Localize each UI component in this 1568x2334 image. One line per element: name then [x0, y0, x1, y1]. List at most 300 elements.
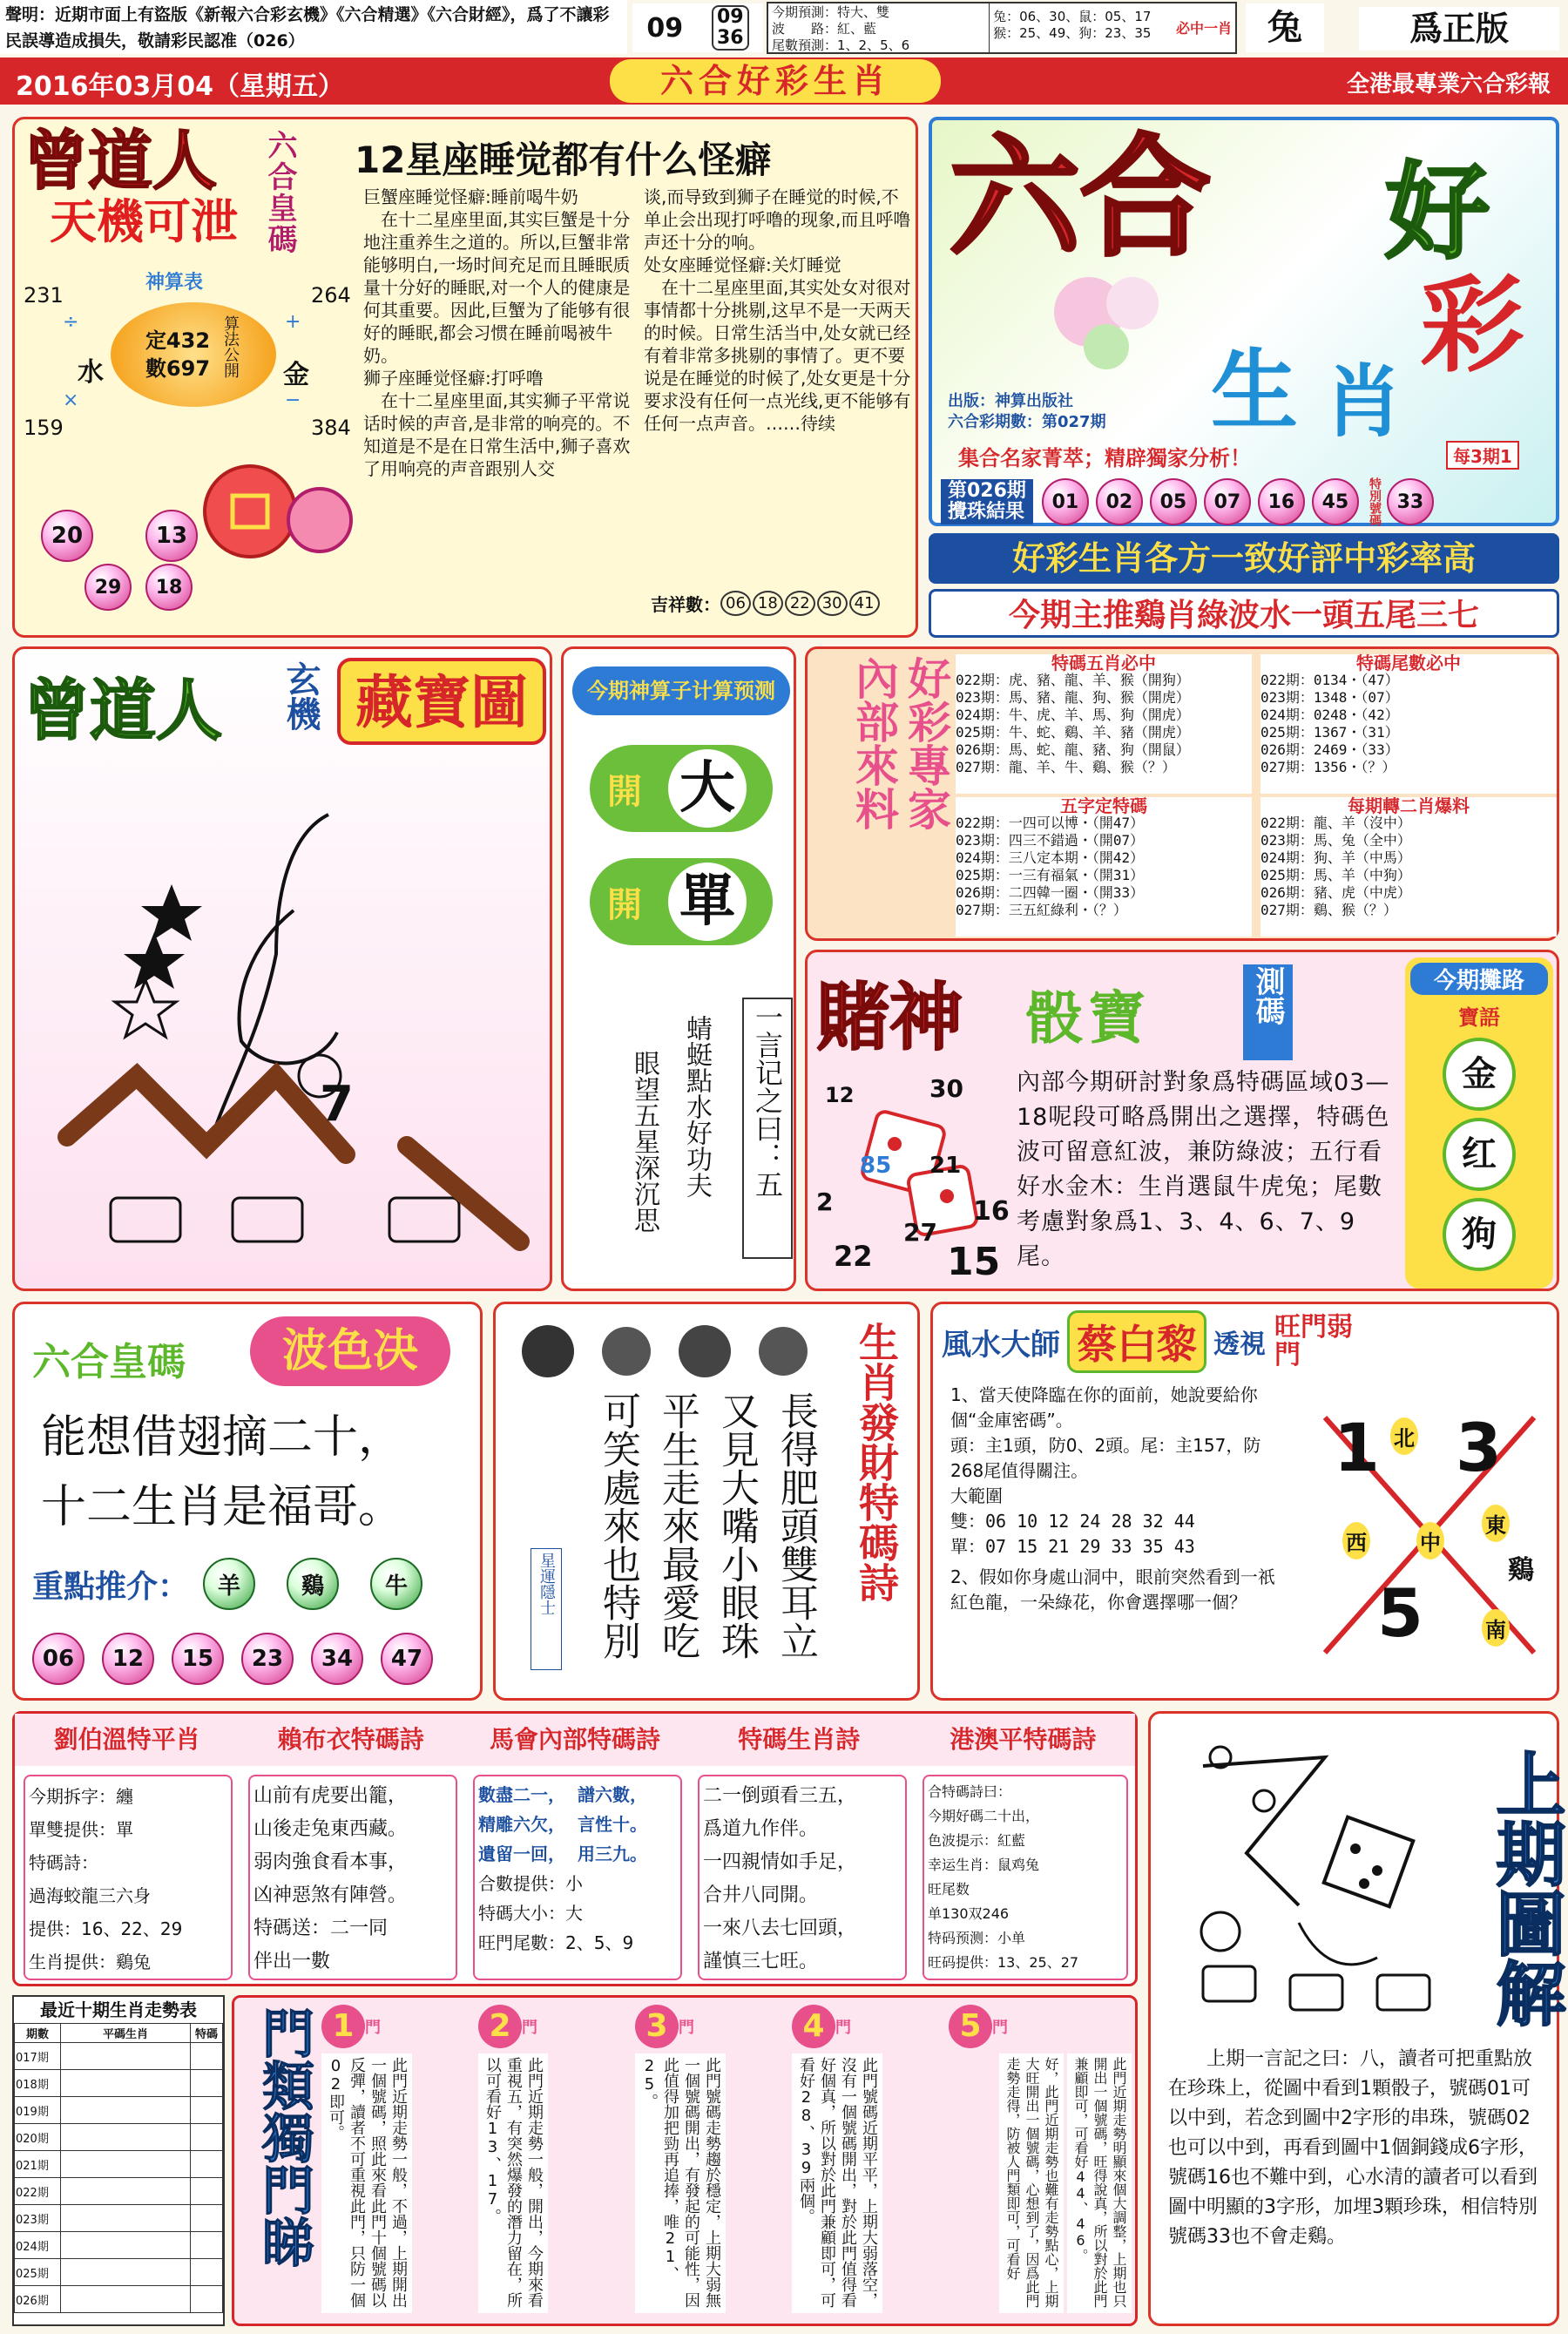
- door-number: 4: [792, 2005, 835, 2048]
- section-line: 數盡二一，: [478, 1784, 565, 1805]
- article-balls: [41, 510, 215, 632]
- lastpic-title: 上期圖解: [1484, 1749, 1565, 2027]
- table-row: [15, 2124, 223, 2151]
- trend-col: 平碼生肖: [61, 2024, 191, 2043]
- treasure-logo: 曾道人: [24, 672, 222, 749]
- dice-num: 21: [929, 1153, 962, 1179]
- insider-table-4: [1260, 797, 1557, 937]
- fengshui-panel: [930, 1302, 1559, 1701]
- lastpic-text: 上期一言記之曰：八，讀者可把重點放在珍珠上，從圖中看到1顆骰子，號碼01可以中到，若念到圖中2字形的串珠，號碼02也可以中到，再看到圖中1個銅錢成6字形，號碼16也不難中到，心水清的讀者可以看到圖中明顯的3字形，加埋3顆珍珠，相信特別號碼33也不會走鷄。: [1168, 2048, 1538, 2248]
- lucky-num: 18: [753, 591, 783, 616]
- section-line: 凶神惡煞有陣營。: [253, 1884, 408, 1906]
- wave-ball: 06: [32, 1633, 84, 1685]
- ball: 29: [84, 564, 132, 611]
- issue-date: 2016年03月04（星期五）: [16, 71, 344, 102]
- door-number: 1: [321, 2005, 365, 2048]
- compass-dir: 南: [1482, 1609, 1510, 1647]
- section-line: 山後走兔東西藏。: [253, 1818, 408, 1840]
- section-line: 特碼送：二一同: [253, 1918, 389, 1939]
- article-col-2: 谈,而导致到狮子在睡觉的时候,不单止会出现打呼噜的现象,而且呼噜声还十分的响。 处女座睡觉怪癖:关灯睡觉 在十二星座里面,其实处女对很对事情都十分挑剔,这早不是一天两天的时候。日常生活当中,处女就已经有着非常多挑剔的事情了。更不要说是在睡觉的时候了,处女更是十分要求没有任何一点光线,更不能够有任何一点声音。……待续: [644, 186, 911, 434]
- table-row: [15, 2097, 223, 2124]
- trend-period: 025期: [15, 2259, 61, 2286]
- trend-panel: [12, 1995, 225, 2326]
- section-line: 生肖提供：鷄兔: [29, 1952, 151, 1972]
- lastpic-drawing: [1168, 1731, 1456, 2019]
- compass-dir: 東: [1482, 1505, 1510, 1542]
- focus-label: 重點推介：: [32, 1568, 190, 1605]
- focus-animal: 鷄: [287, 1558, 339, 1610]
- door-label: 門: [522, 2019, 537, 2037]
- compass-animal: 鷄: [1508, 1555, 1534, 1586]
- trend-period: 020期: [15, 2124, 61, 2151]
- section-info: 特碼大小：大: [478, 1903, 583, 1924]
- section-line: 言性十。: [578, 1814, 647, 1835]
- section-line: 特码预测：小单: [928, 1930, 1026, 1946]
- special-ball: 33: [1387, 478, 1434, 525]
- poem-side-title: 生肖發財特碼詩: [853, 1322, 900, 1602]
- section-line: 特碼詩：: [29, 1852, 98, 1873]
- section-line: 過海蛟龍三六身: [29, 1885, 151, 1906]
- wave-ball: 15: [172, 1633, 224, 1685]
- treasure-title: 藏寶圖: [337, 658, 546, 745]
- section-title: 馬會內部特碼詩: [490, 1725, 661, 1754]
- dice-title-1: 賭神: [816, 975, 963, 1060]
- treasure-number: 7: [320, 1076, 354, 1133]
- zodiac-animals-icon: [513, 1316, 827, 1386]
- shensuan-title: 神算表: [145, 272, 204, 294]
- result-label: 攪珠結果: [948, 501, 1025, 523]
- slogan: 全港最專業六合彩報: [1346, 71, 1551, 98]
- table-row: [15, 2205, 223, 2232]
- section-line: 謹慎三七旺。: [703, 1951, 819, 1972]
- issue-label: 六合彩期數：第: [948, 413, 1058, 431]
- section-line: 二一倒頭看三五，: [703, 1785, 857, 1807]
- door-1: [321, 2005, 452, 2318]
- calc-label: 開: [607, 771, 642, 812]
- doors-panel: [232, 1995, 1138, 2326]
- door-text: 此門近期走勢一般，不過，上期開出一個號碼，照此來看此門十個號碼以反彈，讀者不可重視此門，只防一個02即可。: [321, 2053, 412, 2313]
- section-line: 山前有虎要出籠，: [253, 1785, 408, 1807]
- issue-b: 36: [716, 27, 744, 49]
- title-char: 六: [950, 123, 1081, 274]
- door-label: 門: [679, 2019, 694, 2037]
- poem-col: 又見大嘴小眼珠: [714, 1391, 759, 1660]
- insider-row: 024期：牛、虎、羊、馬、狗（開虎）: [956, 707, 1190, 723]
- praise-bar: 好彩生肖各方一致好評中彩率高: [929, 533, 1559, 584]
- insider-row: 022期：龍、羊（沒中）: [1260, 815, 1411, 831]
- dice-art: [816, 1066, 1008, 1283]
- trend-period: 017期: [15, 2043, 61, 2070]
- compass-art: [1308, 1391, 1551, 1688]
- door-number: 2: [478, 2005, 522, 2048]
- insider-row: 026期：2469・（33）: [1260, 741, 1399, 758]
- insider-row: 026期：馬、蛇、龍、豬、狗（開鼠）: [956, 741, 1190, 758]
- section-line: 用三九。: [578, 1844, 647, 1864]
- issue-suffix: 期: [1090, 413, 1106, 431]
- section-line: 旺码提供：13、25、27: [928, 1954, 1079, 1971]
- dice-num: 30: [929, 1074, 963, 1103]
- insider-row: 025期：牛、蛇、鷄、羊、豬（開虎）: [956, 724, 1190, 741]
- dice-num: 16: [973, 1196, 1010, 1227]
- issue-num: 027: [1058, 413, 1091, 431]
- zodiac-icons: [513, 1316, 827, 1386]
- lucky-numbers: [651, 581, 921, 625]
- table-row: [15, 2043, 223, 2070]
- calc-panel: [561, 646, 796, 1291]
- weekly-badge: 每3期1: [1446, 441, 1519, 470]
- compass-dir: 西: [1342, 1522, 1370, 1559]
- lucky-num: 41: [849, 591, 880, 616]
- op-br: −: [285, 389, 301, 411]
- insider-row: 023期：馬、豬、龍、狗、猴（開虎）: [956, 689, 1190, 706]
- section-line: 合特碼詩曰：: [928, 1783, 1012, 1800]
- fengshui-q2: 2、假如你身處山洞中，眼前突然看到一祇紅色龍，一朵綠花，你會選擇哪一個？: [950, 1566, 1275, 1613]
- title-hao: 好: [1385, 152, 1490, 274]
- center-disc: [111, 302, 276, 407]
- article-col-1: 巨蟹座睡觉怪癖:睡前喝牛奶 在十二星座里面,其实巨蟹是十分地注重养生之道的。所以,巨蟹非常能够明白,一场时间充足而且睡眠质量十分好的睡眠,对一个人的健康是何其重要。因此,巨蟹为了能够有很好的睡眠,都会习惯在睡前喝被牛奶。 狮子座睡觉怪癖:打呼噜 在十二星座里面,其实狮子平常说话时候的声音,是非常的响亮的。不知道是不是在日常生活中,狮子喜欢了用响亮的声音跟别人交: [363, 186, 631, 479]
- sections-header: [15, 1714, 1135, 1766]
- wave-ball: 34: [311, 1633, 363, 1685]
- door-text: 好，此門近期走勢也難有走勢點心，上期大旺開出一個號碼，心想到了，因爲此門走勢走得，防被人門類即可，可看好: [999, 2053, 1064, 2313]
- insider-row: 022期：0134・（47）: [1260, 672, 1399, 688]
- insider-row: 027期：1356・（？）: [1260, 759, 1396, 775]
- treasure-drawing: [32, 780, 546, 1276]
- forecast-block: [767, 2, 1237, 54]
- wave-line: 能想借翅摘二十，: [41, 1411, 404, 1464]
- special-label: 特別號碼: [1367, 477, 1382, 526]
- fengshui-double: 雙：06 10 12 24 28 32 44: [950, 1511, 1195, 1532]
- wave-balls: [32, 1628, 476, 1689]
- must-hit-label: 必中一肖: [1175, 19, 1232, 37]
- pick-item: 红: [1443, 1118, 1516, 1191]
- article-title: 12星座睡觉都有什么怪癖: [355, 139, 772, 181]
- section-4: [698, 1775, 907, 1980]
- forecast-line: 今期預測：特大、雙: [772, 4, 890, 20]
- section-line: 一來八去七回頭，: [703, 1918, 857, 1939]
- insider-table-2: [1260, 654, 1557, 794]
- op-bl: ×: [63, 389, 79, 411]
- lantern-icon: [198, 459, 355, 564]
- insider-row: 022期：一四可以博・（開47）: [956, 815, 1145, 831]
- insider-row: 024期：三八定本期・（開42）: [956, 849, 1145, 866]
- insider-table-title: 五字定特碼: [1060, 795, 1147, 816]
- forecast-line: 尾數預測：1、2、5、6: [772, 37, 910, 53]
- forecast-number: 猴：25、49、狗：23、35: [993, 25, 1152, 41]
- section-line: 色波提示：紅藍: [928, 1832, 1026, 1849]
- result-ball: 01: [1042, 478, 1089, 525]
- wave-line: 十二生肖是福哥。: [41, 1481, 404, 1533]
- issue-badge: [632, 3, 763, 52]
- compass-dir: 北: [1390, 1417, 1418, 1455]
- lucky-num: 22: [785, 591, 815, 616]
- title-sheng: 生: [1211, 340, 1298, 442]
- insider-row: 023期：馬、兔（全中）: [1260, 832, 1411, 849]
- fengshui-q1: 1、當天使降臨在你的面前，她說要給你個“金庫密碼”。: [950, 1384, 1258, 1431]
- compass-num: 1: [1334, 1409, 1380, 1486]
- insider-row: 025期：1367・（31）: [1260, 724, 1399, 741]
- trend-period: 023期: [15, 2205, 61, 2232]
- fengshui-suffix: 透視: [1213, 1329, 1266, 1360]
- door-number: 5: [949, 2005, 992, 2048]
- section-title: 港澳平特碼詩: [950, 1725, 1097, 1754]
- focus-animal: 羊: [203, 1558, 255, 1610]
- result-ball: 45: [1312, 478, 1359, 525]
- section-3: [473, 1775, 682, 1980]
- num-bl: 159: [24, 416, 64, 440]
- flower-art: [1037, 251, 1193, 382]
- dice-num: 85: [860, 1153, 892, 1179]
- num-br: 384: [311, 416, 351, 440]
- dice-panel: [805, 950, 1559, 1291]
- center-side: 算法公開: [221, 315, 240, 378]
- lantern-art: [198, 459, 355, 564]
- fengshui-range: 大範圍: [950, 1485, 1003, 1506]
- pick-item: 金: [1443, 1038, 1516, 1111]
- door-number: 3: [635, 2005, 679, 2048]
- section-line: 今期好碼二十出，: [928, 1808, 1040, 1824]
- trend-period: 024期: [15, 2232, 61, 2259]
- title-xiao: 肖: [1324, 356, 1402, 448]
- dice-num: 27: [903, 1218, 937, 1247]
- wave-title: 六合皇碼: [32, 1340, 186, 1384]
- element-water: 水: [78, 357, 104, 388]
- trend-period: 026期: [15, 2286, 61, 2313]
- section-line: 一四親情如手足，: [703, 1851, 857, 1873]
- lastpic-panel: [1148, 1711, 1565, 2326]
- tianji-logo: [24, 126, 346, 257]
- poem-sign: 星運隱士: [531, 1548, 562, 1670]
- door-text: 此門號碼近期平平，上期大弱落空，沒有一個號碼開出，對於此門值得看好個真，所以對於此門兼顧即可，可看好28、39兩個。: [792, 2053, 882, 2313]
- compass-num: 5: [1377, 1574, 1423, 1652]
- article-panel: [12, 117, 918, 638]
- door-label: 門: [835, 2019, 851, 2037]
- section-info: 合數提供：小: [478, 1873, 583, 1894]
- section-line: 合井八同開。: [703, 1884, 819, 1906]
- insider-label: 內部來料: [848, 656, 899, 830]
- door-5: [949, 2005, 1132, 2318]
- insider-row: 026期：豬、虎（中虎）: [1260, 884, 1411, 901]
- focus-row: [32, 1553, 476, 1614]
- element-gold: 金: [283, 360, 309, 390]
- dice-pick: [1405, 957, 1553, 1289]
- op-tl: ÷: [63, 311, 79, 333]
- insider-table-title: 特碼五肖必中: [1051, 653, 1156, 673]
- results-row: [941, 477, 1551, 526]
- section-line: 伴出一數: [253, 1951, 331, 1972]
- pick-title: 今期攤路: [1410, 963, 1548, 995]
- section-title: 賴布衣特碼詩: [277, 1725, 424, 1754]
- door-label: 門: [992, 2019, 1008, 2037]
- table-row: [15, 2286, 223, 2313]
- fengshui-a1: 頭：主1頭，防0、2頭。尾：主157，防268尾值得關注。: [950, 1435, 1261, 1481]
- section-line: 弱肉強食看本事，: [253, 1851, 408, 1873]
- trend-period: 021期: [15, 2151, 61, 2178]
- poem-col: 長得肥頭雙耳立: [774, 1391, 818, 1660]
- treasure-panel: [12, 646, 552, 1291]
- trend-period: 018期: [15, 2070, 61, 2097]
- calc-label: 開: [607, 884, 642, 925]
- banner-title: 六合好彩生肖: [610, 59, 941, 103]
- treasure-side: 玄機: [280, 661, 321, 731]
- trend-col: 期數: [15, 2024, 61, 2043]
- trend-period: 022期: [15, 2178, 61, 2205]
- dice-side: 測碼: [1243, 964, 1293, 1060]
- lucky-num: 30: [817, 591, 848, 616]
- calc-poem-line: 眼望五星深沉思: [629, 1050, 659, 1233]
- logo-side: 六合皇碼: [262, 130, 297, 255]
- poem-col: 可笑處來也特別: [596, 1391, 640, 1660]
- insider-panel: [805, 646, 1559, 941]
- op-tr: +: [285, 311, 301, 333]
- fengshui-name: 蔡白黎: [1067, 1310, 1206, 1373]
- recommend-bar: 今期主推鷄肖綠波水一頭五尾三七: [929, 589, 1559, 638]
- issue-prefix: 09: [646, 12, 684, 44]
- wave-badge: 波色决: [250, 1316, 450, 1386]
- flower-icon: [1037, 251, 1193, 382]
- section-line: 爲道九作伴。: [703, 1818, 819, 1840]
- dice-text: 內部今期研討對象爲特碼區域03—18呢段可略爲開出之選擇，特碼色波可留意紅波，兼防綠波；五行看好水金木：生肖選鼠牛虎兔；尾數考慮對象爲1、3、4、6、7、9尾。: [1017, 1069, 1390, 1270]
- table-row: [15, 2232, 223, 2259]
- title-liuhe: [950, 123, 1212, 274]
- section-line: 單雙提供：單: [29, 1819, 133, 1840]
- poem-col: 平生走來最愛吃: [655, 1391, 700, 1660]
- calc-poem-title: 一言记之曰：五: [742, 998, 793, 1259]
- table-row: [15, 2151, 223, 2178]
- door-text: 此門近期走勢明顯來個大調整，上期也只開出一個號碼，旺得說真，所以對於此門兼顧即可，可看好44、46。: [1067, 2053, 1132, 2313]
- wave-panel: [12, 1302, 483, 1701]
- section-line: 幸运生肖：鼠鸡兔: [928, 1857, 1040, 1873]
- issue-line: [948, 409, 1106, 432]
- focus-animal: 牛: [370, 1558, 422, 1610]
- compass-num: 3: [1456, 1409, 1502, 1486]
- table-row: [15, 2178, 223, 2205]
- wave-ball: 23: [241, 1633, 294, 1685]
- door-4: [792, 2005, 923, 2318]
- insider-label: 好彩專家: [901, 656, 951, 830]
- pick-item: 狗: [1443, 1198, 1516, 1271]
- table-row: [15, 2259, 223, 2286]
- trend-period: 019期: [15, 2097, 61, 2124]
- insider-row: 026期：二四韓一圈・（開33）: [956, 884, 1145, 901]
- dice-num: 22: [834, 1240, 873, 1273]
- wave-ball: 47: [381, 1633, 433, 1685]
- dice-and-beads-icon: [1168, 1731, 1456, 2019]
- wave-ball: 12: [102, 1633, 154, 1685]
- title-cai: 彩: [1420, 266, 1524, 387]
- must-hit-animal: 兔: [1246, 3, 1324, 52]
- goat-drawing-icon: [32, 780, 546, 1276]
- fengshui-title: 風水大師: [942, 1327, 1060, 1363]
- dice-num: 12: [825, 1083, 855, 1107]
- result-label: 第026期: [948, 480, 1026, 502]
- num-tl: 231: [24, 283, 64, 308]
- section-1: [24, 1775, 233, 1980]
- center-line: 定432: [145, 328, 211, 353]
- calc-poem-line: 蜻蜓點水好功夫: [681, 1015, 712, 1198]
- section-line: 遺留一回，: [478, 1844, 565, 1864]
- insider-table-title: 特碼尾數必中: [1356, 653, 1461, 673]
- ball: 18: [145, 564, 193, 611]
- forecast-line: 波 路：紅、藍: [772, 21, 877, 37]
- genuine-label: 爲正版: [1359, 7, 1559, 51]
- fengshui-badge: 旺門弱門: [1274, 1312, 1353, 1370]
- insider-row: 024期：狗、羊（中馬）: [1260, 849, 1411, 866]
- calc-title: 今期神算子计算预测: [572, 666, 790, 715]
- insider-row: 023期：1348・（07）: [1260, 689, 1399, 706]
- section-title: 劉伯溫特平肖: [53, 1725, 200, 1754]
- motto: 集合名家菁萃；精辟獨家分析！: [958, 446, 1251, 470]
- insider-row: 027期：三五紅綠利・（？）: [956, 902, 1127, 918]
- ball: 13: [145, 510, 198, 562]
- center-line: 數697: [145, 356, 211, 381]
- result-ball: 16: [1258, 478, 1305, 525]
- section-line: 提供：16、22、29: [29, 1918, 183, 1939]
- calc-value: 大: [668, 749, 747, 828]
- insider-row: 027期：龍、羊、牛、鷄、猴（？）: [956, 759, 1176, 775]
- insider-row: 023期：四三不錯過・（開07）: [956, 832, 1145, 849]
- fengshui-text: [950, 1383, 1281, 1696]
- issue-a: 09: [716, 6, 744, 28]
- disclaimer: 聲明：近期市面上有盜版《新報六合彩玄機》《六合精選》《六合財經》，爲了不讓彩民誤導造成損失，敬請彩民認准（026）: [0, 0, 627, 54]
- lucky-num: 06: [720, 591, 751, 616]
- masthead: [929, 117, 1559, 526]
- section-line: 譜六數，: [578, 1784, 647, 1805]
- ball: 20: [41, 510, 93, 562]
- calc-row-1: [590, 745, 773, 832]
- section-5: [923, 1775, 1128, 1980]
- dice-num: 2: [816, 1187, 834, 1216]
- doors-side: 門類獨門睇: [253, 2006, 314, 2268]
- calc-row-2: [590, 858, 773, 945]
- insider-table-1: [956, 654, 1252, 794]
- insider-row: 025期：一三有福氣・（開31）: [956, 867, 1145, 883]
- forecast-number: 兔：06、30、鼠：05、17: [993, 9, 1152, 24]
- table-row: [15, 2070, 223, 2097]
- result-ball: 02: [1096, 478, 1143, 525]
- section-line: 旺尾数: [928, 1881, 970, 1898]
- insider-row: 022期：虎、豬、龍、羊、猴（開狗）: [956, 672, 1190, 688]
- dice-title-2: 骰寶: [1025, 984, 1151, 1052]
- section-2: [248, 1775, 457, 1980]
- publisher: 出版：神算出版社: [948, 392, 1073, 410]
- insider-row: 025期：馬、羊（中狗）: [1260, 867, 1411, 883]
- trend-table: [14, 2023, 223, 2313]
- section-line: 精雕六欠，: [478, 1814, 565, 1835]
- dice-num: 15: [947, 1240, 1001, 1284]
- fengshui-single: 單：07 15 21 29 33 35 43: [950, 1536, 1195, 1557]
- sections-row: [12, 1711, 1138, 1986]
- section-title: 特碼生肖詩: [738, 1725, 861, 1754]
- calc-value: 單: [668, 863, 747, 941]
- logo-main: 曾道人: [24, 124, 217, 199]
- trend-col: 特碼: [191, 2024, 223, 2043]
- insider-row: 027期：鷄、猴（？）: [1260, 902, 1397, 918]
- door-2: [478, 2005, 609, 2318]
- poem-panel: [493, 1302, 920, 1701]
- fengshui-title-row: [942, 1311, 1551, 1372]
- logo-sub: 天機可泄: [50, 194, 238, 249]
- door-text: 此門近期走勢一般，開出，今期來看重視五，有突然爆發的潛力留在，所以可看好13、17。: [478, 2053, 548, 2313]
- door-label: 門: [365, 2019, 381, 2037]
- trend-title: 最近十期生肖走勢表: [40, 1999, 197, 2020]
- door-3: [635, 2005, 766, 2318]
- result-ball: 07: [1204, 478, 1251, 525]
- section-info: 旺門尾數：2、5、9: [478, 1932, 634, 1953]
- pick-sub: 寶語: [1458, 1005, 1500, 1030]
- num-tr: 264: [311, 283, 351, 308]
- title-char: 合: [1080, 123, 1212, 274]
- result-ball: 05: [1150, 478, 1197, 525]
